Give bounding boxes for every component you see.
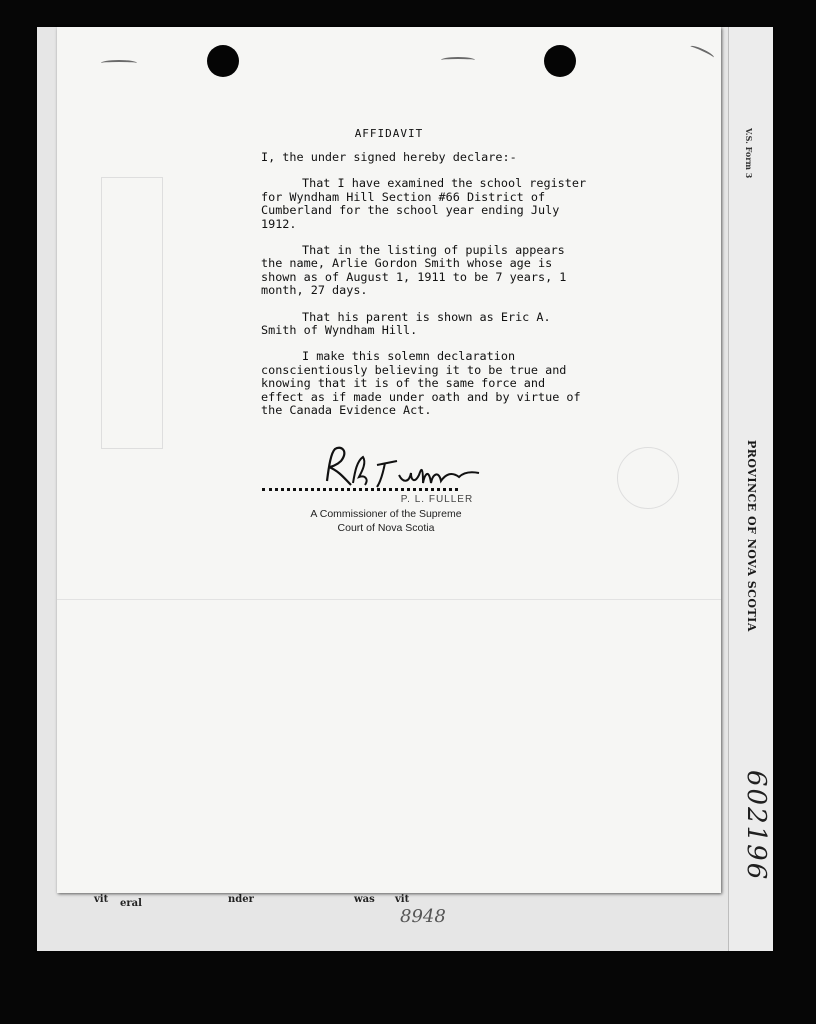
declaration-paragraph: I make this solemn declaration conscientiously believing it to be true and knowing that it is of the same force and effect as if made under oath and by virtue of the Canada Evidence Act. [261,349,581,418]
paper-fold [57,599,721,600]
show-through-box [101,177,163,449]
edge-fragment: vit [395,894,410,905]
staple [689,44,715,60]
affidavit-body [261,151,591,431]
stamp-name: P. L. FULLER [400,494,474,505]
declaration-paragraph: That in the listing of pupils appears the name, Arlie Gordon Smith whose age is shown as of August 1, 1911 to be 7 years, 1 month, 27 days. [261,243,567,298]
edge-fragment: nder [228,894,254,905]
stamp-title-line: A Commissioner of the Supreme [310,508,462,520]
underlying-form-edge [60,892,725,942]
stamp-title-line: Court of Nova Scotia [337,522,435,534]
punch-hole [207,45,239,77]
province-heading: PROVINCE OF NOVA SCOTIA [745,440,758,632]
declaration-paragraph: That his parent is shown as Eric A. Smith of Wyndham Hill. [261,309,551,338]
staple [101,60,137,66]
handwritten-signature [319,443,519,493]
declaration-intro: I, the under signed hereby declare:- [261,150,517,164]
document-title: AFFIDAVIT [354,127,424,140]
staple [441,57,475,63]
affidavit-page [57,27,721,893]
signature-line [262,488,458,491]
form-label: V.S. Form 3 [744,128,754,179]
edge-fragment: eral [120,898,142,909]
declaration-paragraph: That I have examined the school register for Wyndham Hill Section #66 District of Cumberland for the school year ending July 1912. [261,176,587,231]
punch-hole [544,45,576,77]
edge-fragment: was [354,894,375,905]
handwritten-file-number: 602196 [741,770,771,882]
handwritten-number: 8948 [400,906,446,927]
edge-fragment: vit [94,894,109,905]
